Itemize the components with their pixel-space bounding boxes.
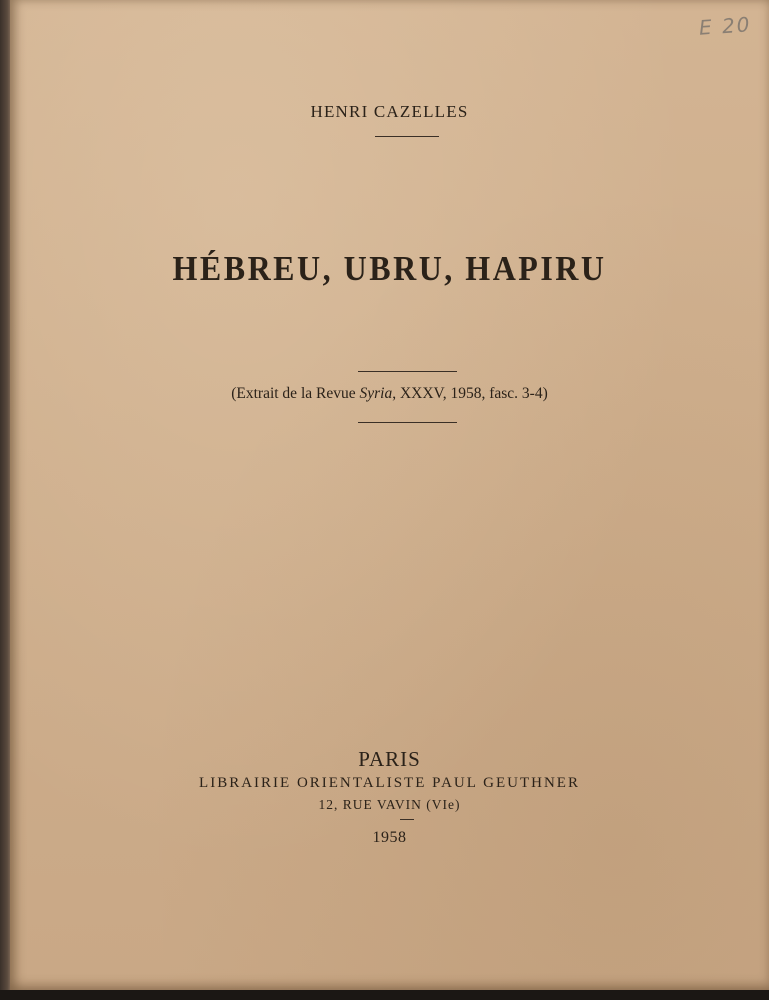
imprint-city: PARIS <box>358 747 421 771</box>
imprint-publisher: LIBRAIRIE ORIENTALISTE PAUL GEUTHNER <box>199 775 580 791</box>
book-cover <box>10 0 769 990</box>
imprint-address: 12, RUE VAVIN (VIe) <box>318 797 461 812</box>
author-name: HENRI CAZELLES <box>310 102 469 121</box>
extract-prefix: (Extrait de la Revue <box>231 385 360 402</box>
extract-rule-top <box>358 371 457 372</box>
author-rule <box>375 136 439 137</box>
scan-bottom-edge <box>0 990 769 1000</box>
year-rule <box>400 819 414 820</box>
pencil-annotation: E 20 <box>697 12 752 40</box>
book-title: HÉBREU, UBRU, HAPIRU <box>172 248 607 288</box>
extract-rule-bottom <box>358 422 457 423</box>
journal-name: Syria <box>359 385 393 402</box>
extract-note <box>10 385 769 403</box>
extract-suffix: , XXXV, 1958, fasc. 3-4) <box>392 385 548 402</box>
imprint-year: 1958 <box>372 829 407 846</box>
